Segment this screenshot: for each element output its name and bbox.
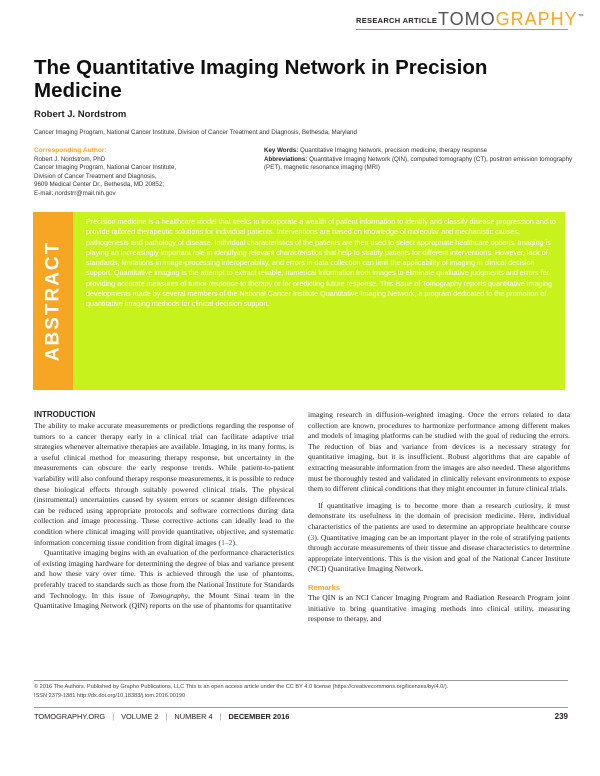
article-title: The Quantitative Imaging Network in Precision Medicine bbox=[34, 56, 488, 102]
footer-bar bbox=[34, 712, 568, 721]
section-heading-remarks: Remarks bbox=[308, 582, 341, 592]
volume-label: VOLUME 2 bbox=[121, 712, 159, 721]
journal-name-italic: Tomography bbox=[149, 590, 188, 600]
paragraph-text: The ability to make accurate measurements or predictions regarding the response of tumors to a cancer therapy early in a clinical trial can facilitate adaptive trial strategies whenever alternative therapies are available. Imaging, in its many forms, is a useful clinical method for measuring therapy response, but uncertainty in the measurements can obscure the early response trends. While patient-to-patient variability will also confound therapy response measurements, it is possible to reduce these biological effects through suitably powered clinical trials. The physical (instrumental) uncertainties caused by system errors or scanner design differences can be reduced using appropriate protocols and software corrections during data collection and image processing. These corrective actions can ideally lead to the condition where clinical imaging will provide quantitative, objective, and systematic information concerning tissue condition from digital images ( bbox=[34, 421, 294, 547]
keywords-label: Key Words: bbox=[264, 147, 299, 154]
footer-bottom-rule bbox=[34, 707, 568, 708]
footer-separator: | bbox=[219, 712, 222, 721]
corresponding-line: Division of Cancer Treatment and Diagnosis, bbox=[34, 172, 157, 180]
keywords-text: Quantitative Imaging Network, precision medicine, therapy response bbox=[300, 147, 488, 154]
footer-rule bbox=[34, 680, 568, 681]
abbreviations-label: Abbreviations: bbox=[264, 155, 308, 163]
journal-site[interactable]: TOMOGRAPHY.ORG bbox=[34, 712, 106, 721]
footer-separator: | bbox=[112, 712, 115, 721]
license-statement: © 2016 The Authors. Published by Grapho Publications, LLC This is an open access article under the CC BY 4.0 license (https://creativecommons.org/licenses/by/4.0/). bbox=[34, 684, 449, 690]
corresponding-line: Robert J. Nordstrom, PhD bbox=[34, 155, 106, 163]
author-affiliation: Cancer Imaging Program, National Cancer Institute, Division of Cancer Treatment and Diagnosis, Bethesda, Maryland bbox=[34, 129, 357, 136]
citation-link[interactable]: 3 bbox=[310, 532, 315, 542]
corresponding-email[interactable]: E-mail: nordstrr@mail.nih.gov bbox=[34, 189, 116, 197]
body-column-right bbox=[308, 410, 570, 625]
issue-date: DECEMBER 2016 bbox=[228, 712, 290, 721]
journal-logo bbox=[438, 9, 585, 30]
paragraph-text: , the Mount Sinai team in the Quantitative Imaging Network (QIN) reports on the use of phantoms for quantitative bbox=[34, 590, 294, 611]
keywords-block bbox=[264, 147, 574, 173]
corresponding-author-block bbox=[34, 147, 264, 199]
body-paragraph bbox=[34, 548, 294, 612]
corresponding-author-label: Corresponding Author: bbox=[34, 147, 107, 154]
corresponding-line: Cancer Imaging Program, National Cancer Institute, bbox=[34, 164, 177, 172]
paragraph-text: Quantitative imaging begins with an evaluation of the performance characteristics of existing imaging hardware for determining the degree of bias and variance present and how these vary over time. This is achieved through the use of phantoms, preferably traced to standards such as those from the National Institute for Standards and Technology. In this issue of bbox=[34, 548, 294, 600]
header-rule bbox=[356, 29, 568, 30]
body-paragraph: imaging research in diffusion-weighted imaging. Once the errors related to data collection are known, procedures to harmonize performance among different makes and models of imaging platforms can be studied with the goal of reducing the errors. The reduction of bias and variance from devices is a necessary strategy for quantitative imaging, but it is insufficient. Robust algorithms that are capable of extracting measurable information from the images are also needed. These algorithms must be thoroughly tested and validated in clinically relevant environments to expose them to different clinical conditions that they might encounter in future clinical trials. bbox=[308, 410, 570, 494]
issn-doi-line[interactable]: ISSN 2379-1381 http://dx.doi.org/10.18383/j.tom.2016.00190 bbox=[34, 693, 186, 699]
footer-separator: | bbox=[165, 712, 168, 721]
number-label: NUMBER 4 bbox=[174, 712, 213, 721]
author-name: Robert J. Nordstrom bbox=[34, 109, 127, 120]
body-paragraph bbox=[34, 421, 294, 548]
body-paragraph bbox=[308, 501, 570, 575]
journal-logo-part-b: GRAPHY bbox=[495, 9, 578, 29]
corresponding-line: 9609 Medical Center Dr., Bethesda, MD 20852; bbox=[34, 181, 165, 189]
abstract-text: Precision medicine is a healthcare model that seeks to incorporate a wealth of patient information to identify and classify disease progression and to provide tailored therapeutic solutions for individual patients. Interventions are based on knowledge of molecular and mechanistic causes, pathogenesis and pathology of disease. Individual characteristics of the patients are then used to select appropriate healthcare options. Imaging is playing an increasingly important role in identifying relevant characteristics that help to stratify patients for different interventions. However, lack of standards, limitations in image-processing interoperability, and errors in data collection can limit the applicability of imaging in clinical decision support. Quantitative imaging is the attempt to extract reliable, numerical information from images to eliminate qualitative judgments and errors for providing accurate measures of tumor response to therapy or for predicting future response. This issue of Tomography reports quantitative imaging developments made by several members of the National Cancer Institute Quantitative Imaging Network, a program dedicated to the promotion of quantitative imaging methods for clinical decision support. bbox=[86, 217, 556, 309]
body-column-left bbox=[34, 410, 294, 612]
section-heading-introduction: INTRODUCTION bbox=[34, 410, 96, 419]
abstract-label: ABSTRACT bbox=[42, 240, 63, 362]
paragraph-text: ). bbox=[232, 537, 237, 547]
paragraph-text: ). Quantitative imaging can be an important player in the role of stratifying patients through accurate measurements of their tissue and disease characteristics to determine appropriate interventions. This is the vision and goal of the National Cancer Institute (NCI) Quantitative Imaging Network. bbox=[308, 532, 570, 574]
article-type-label: RESEARCH ARTICLE bbox=[356, 16, 438, 25]
abbreviations-text: Quantitative Imaging Network (QIN), computed tomography (CT), positron emission tomography (PET), magnetic resonance imaging (MRI) bbox=[264, 155, 573, 172]
page-number: 239 bbox=[554, 712, 568, 721]
abstract-label-wrap bbox=[33, 212, 73, 390]
body-paragraph: The QIN is an NCI Cancer Imaging Program and Radiation Research Program joint initiative to bring quantitative imaging methods into clinical utility, measuring response to therapy, and bbox=[308, 592, 570, 624]
trademark-mark: ™ bbox=[577, 14, 585, 20]
citation-link[interactable]: 1–2 bbox=[221, 537, 233, 547]
paragraph-text: If quantitative imaging is to become more than a research curiosity, it must demonstrate its usefulness in the domain of precision medicine. Here, individual characteristics of the patients are used to determine an appropriate healthcare course ( bbox=[308, 500, 570, 542]
journal-logo-part-a: TOMO bbox=[438, 9, 496, 29]
